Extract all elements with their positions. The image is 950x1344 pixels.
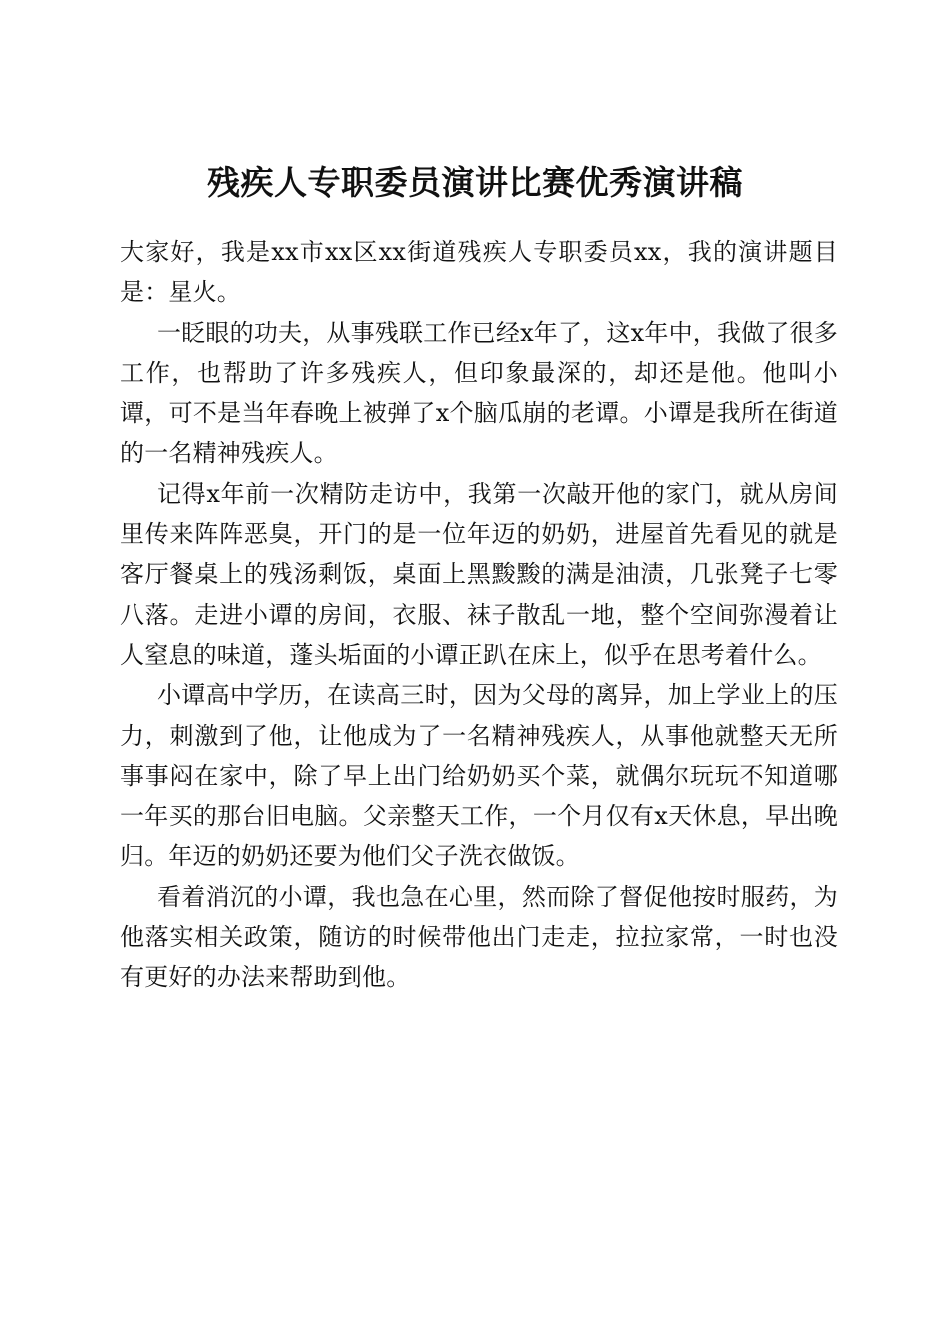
document-title: 残疾人专职委员演讲比赛优秀演讲稿 xyxy=(207,163,743,203)
paragraph-intro: 一眨眼的功夫，从事残联工作已经x年了，这x年中，我做了很多工作，也帮助了许多残疾人，但印象最深的，却还是他。他叫小谭，可不是当年春晚上被弹了x个脑瓜崩的老谭。小谭是我所在街道的一名精神残疾人。 xyxy=(120,318,838,468)
paragraph-first-visit: 记得x年前一次精防走访中，我第一次敲开他的家门，就从房间里传来阵阵恶臭，开门的是一位年迈的奶奶，进屋首先看见的就是客厅餐桌上的残汤剩饭，桌面上黑黢黢的满是油渍，几张凳子七零八落。走进小谭的房间，衣服、袜子散乱一地，整个空间弥漫着让人窒息的味道，蓬头垢面的小谭正趴在床上，似乎在思考着什么。 xyxy=(120,479,838,669)
paragraph-background: 小谭高中学历，在读高三时，因为父母的离异，加上学业上的压力，刺激到了他，让他成为了一名精神残疾人，从事他就整天无所事事闷在家中，除了早上出门给奶奶买个菜，就偶尔玩玩不知道哪一年买的那台旧电脑。父亲整天工作，一个月仅有x天休息，早出晚归。年迈的奶奶还要为他们父子洗衣做饭。 xyxy=(120,681,838,871)
document-body xyxy=(120,232,838,998)
paragraph-concern: 看着消沉的小谭，我也急在心里，然而除了督促他按时服药，为他落实相关政策，随访的时候带他出门走走，拉拉家常，一时也没有更好的办法来帮助到他。 xyxy=(120,882,838,992)
paragraph-greeting: 大家好，我是xx市xx区xx街道残疾人专职委员xx，我的演讲题目是：星火。 xyxy=(120,238,838,307)
